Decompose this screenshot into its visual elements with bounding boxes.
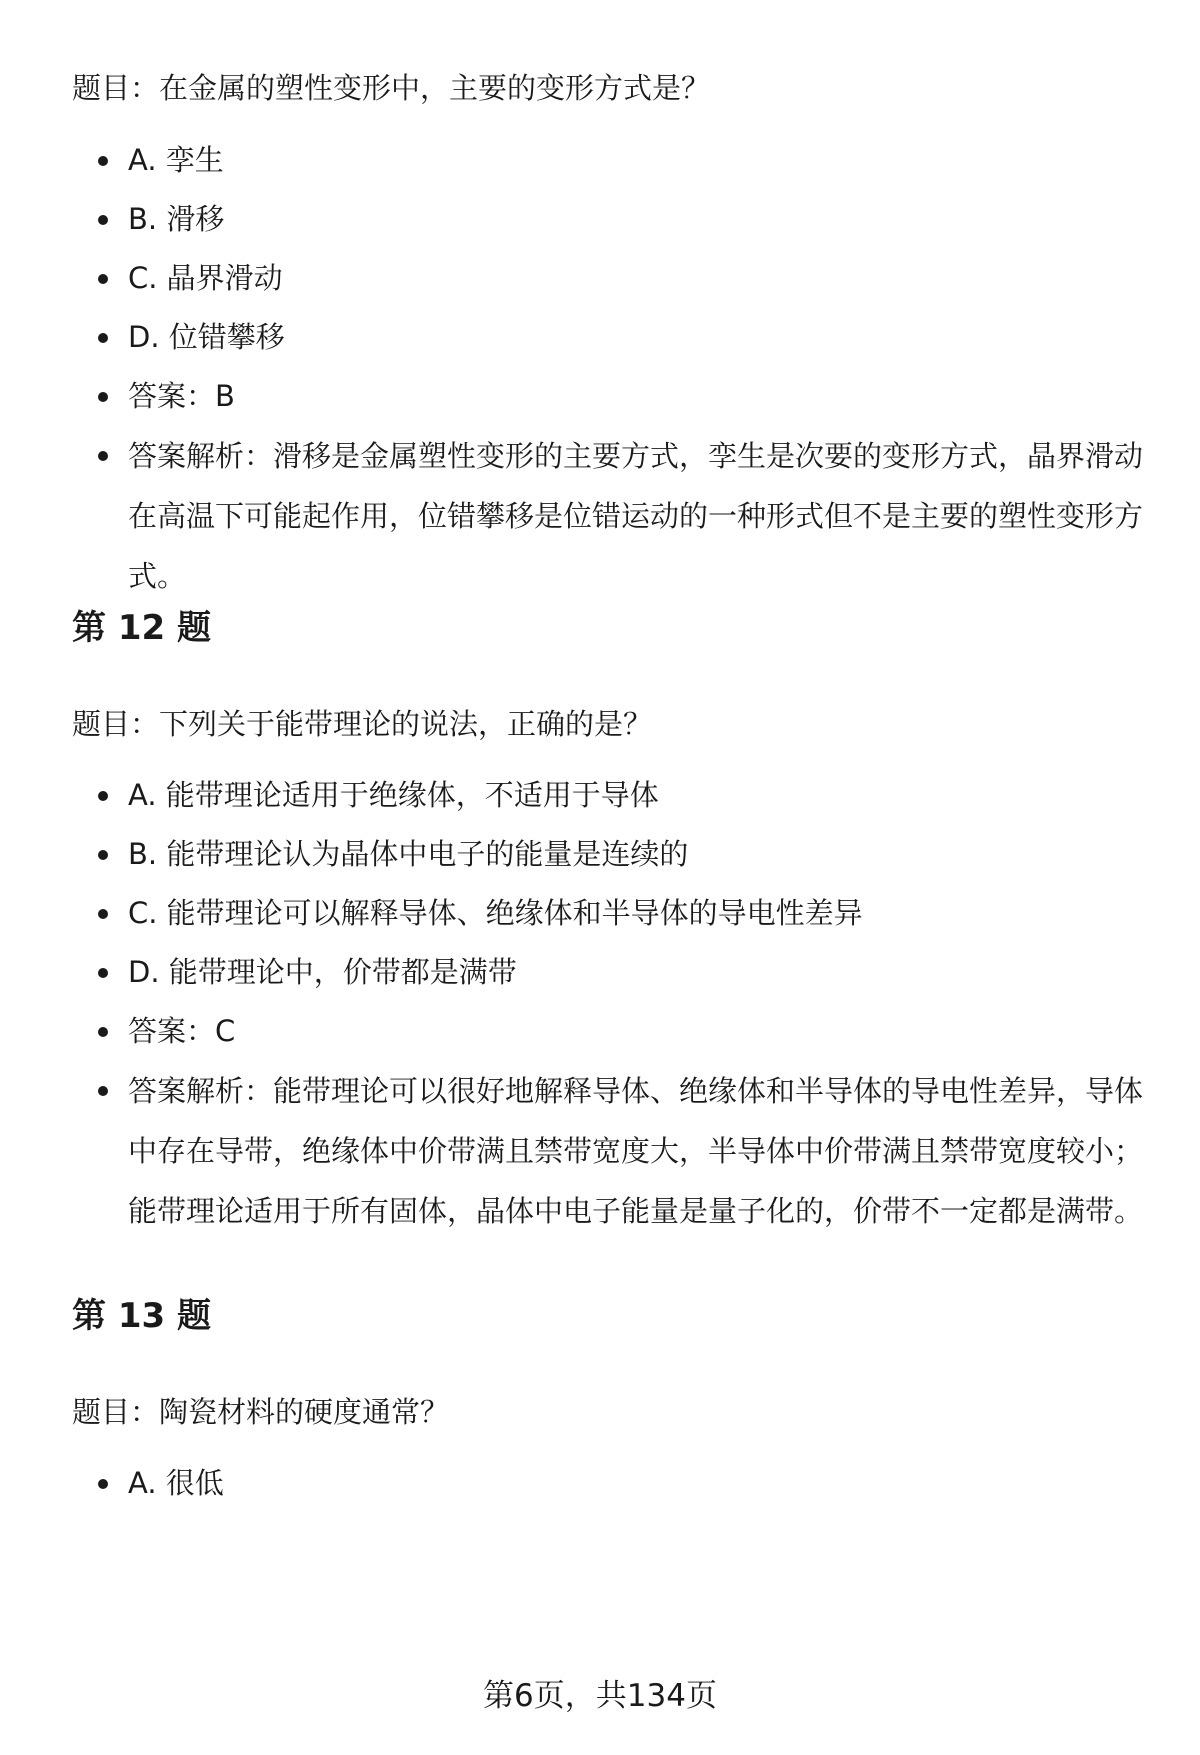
q12-prompt: 题目：下列关于能带理论的说法，正确的是？ <box>72 707 653 741</box>
q11-option-b: B. 滑移 <box>72 190 1152 249</box>
q12-options-list <box>72 766 1152 1241</box>
page-number-footer: 第6页，共134页 <box>483 1678 717 1714</box>
q11-option-a: A. 孪生 <box>72 131 1152 190</box>
q12-explanation: 答案解析：能带理论可以很好地解释导体、绝缘体和半导体的导电性差异，导体中存在导带，绝缘体中价带满且禁带宽度大，半导体中价带满且禁带宽度较小；能带理论适用于所有固体，晶体中电子能量是量子化的，价带不一定都是满带。 <box>72 1061 1152 1241</box>
q11-option-d: D. 位错攀移 <box>72 308 1152 367</box>
q11-options-list <box>72 131 1152 606</box>
q13-option-a: A. 很低 <box>72 1454 1152 1513</box>
q12-answer: 答案：C <box>72 1002 1152 1061</box>
q13-heading: 第 13 题 <box>72 1296 211 1336</box>
q12-option-b: B. 能带理论认为晶体中电子的能量是连续的 <box>72 825 1152 884</box>
q13-prompt: 题目：陶瓷材料的硬度通常？ <box>72 1395 450 1429</box>
q12-option-a: A. 能带理论适用于绝缘体，不适用于导体 <box>72 766 1152 825</box>
q12-option-d: D. 能带理论中，价带都是满带 <box>72 943 1152 1002</box>
q12-option-c: C. 能带理论可以解释导体、绝缘体和半导体的导电性差异 <box>72 884 1152 943</box>
q11-option-c: C. 晶界滑动 <box>72 249 1152 308</box>
q13-options-list <box>72 1454 1152 1513</box>
q12-heading: 第 12 题 <box>72 608 211 648</box>
q11-answer: 答案：B <box>72 367 1152 426</box>
q11-prompt: 题目：在金属的塑性变形中，主要的变形方式是？ <box>72 71 711 105</box>
q11-explanation: 答案解析：滑移是金属塑性变形的主要方式，孪生是次要的变形方式，晶界滑动在高温下可能起作用，位错攀移是位错运动的一种形式但不是主要的塑性变形方式。 <box>72 426 1152 606</box>
